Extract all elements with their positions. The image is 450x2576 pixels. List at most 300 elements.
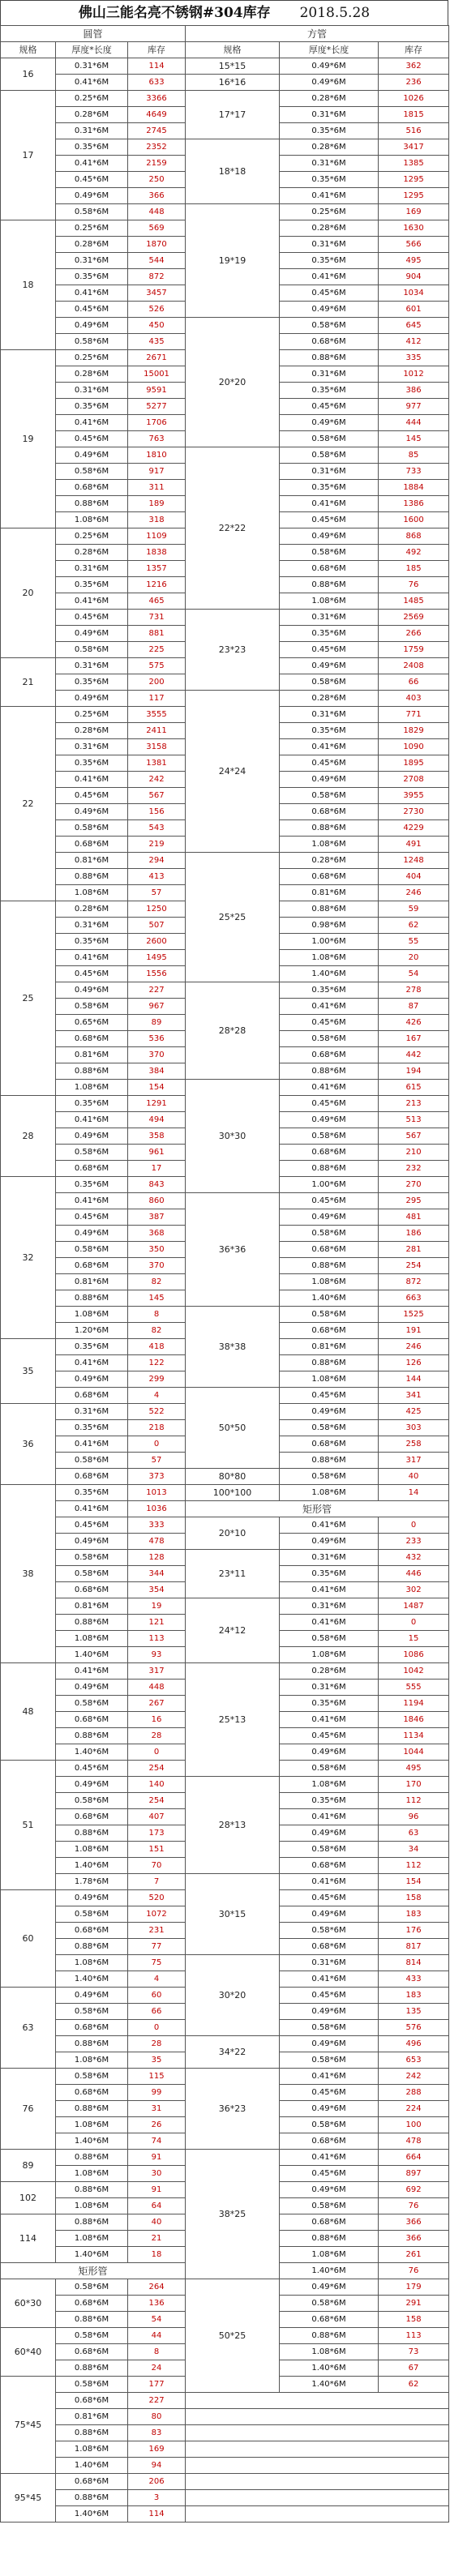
left-stock-cell: 200	[128, 674, 186, 691]
right-stock-cell: 278	[379, 982, 449, 999]
left-thickness-length-cell: 0.58*6M	[56, 1793, 128, 1809]
right-thickness-length-cell: 0.58*6M	[280, 1031, 379, 1047]
right-stock-cell: 158	[379, 1890, 449, 1906]
left-thickness-length-cell: 0.68*6M	[56, 1712, 128, 1728]
right-thickness-length-cell: 0.58*6M	[280, 1128, 379, 1145]
table-row	[1, 2409, 449, 2425]
left-stock-cell: 575	[128, 658, 186, 674]
right-thickness-length-cell: 0.45*6M	[280, 1890, 379, 1906]
left-thickness-length-cell: 0.41*6M	[56, 1663, 128, 1680]
left-stock-cell: 4649	[128, 107, 186, 123]
left-stock-cell: 448	[128, 1680, 186, 1696]
right-stock-cell: 73	[379, 2344, 449, 2360]
right-thickness-length-cell: 0.45*6M	[280, 512, 379, 528]
right-thickness-length-cell: 0.58*6M	[280, 318, 379, 334]
left-thickness-length-cell: 0.88*6M	[56, 2312, 128, 2328]
right-stock-cell: 814	[379, 1955, 449, 1971]
left-thickness-length-cell: 0.25*6M	[56, 91, 128, 107]
left-thickness-length-cell: 0.25*6M	[56, 707, 128, 723]
right-thickness-length-cell: 0.58*6M	[280, 1469, 379, 1485]
left-stock-cell: 267	[128, 1696, 186, 1712]
left-stock-cell: 450	[128, 318, 186, 334]
left-stock-cell: 2159	[128, 156, 186, 172]
left-stock-cell: 169	[128, 2441, 186, 2458]
right-stock-cell: 341	[379, 1388, 449, 1404]
left-stock-cell: 145	[128, 1290, 186, 1307]
right-thickness-length-cell: 1.00*6M	[280, 934, 379, 950]
left-thickness-length-cell: 1.40*6M	[56, 1647, 128, 1663]
right-stock-cell: 1194	[379, 1696, 449, 1712]
left-stock-cell: 227	[128, 2393, 186, 2409]
left-stock-cell: 225	[128, 642, 186, 658]
left-spec-cell: 60*40	[1, 2328, 56, 2377]
right-header-thickness-length: 厚度*长度	[280, 42, 379, 58]
left-thickness-length-cell: 0.25*6M	[56, 350, 128, 366]
left-thickness-length-cell: 0.88*6M	[56, 2182, 128, 2198]
left-thickness-length-cell: 0.88*6M	[56, 869, 128, 885]
right-thickness-length-cell: 0.68*6M	[280, 1242, 379, 1258]
left-thickness-length-cell: 1.40*6M	[56, 2458, 128, 2474]
left-spec-cell: 48	[1, 1663, 56, 1761]
left-thickness-length-cell: 0.58*6M	[56, 1242, 128, 1258]
left-stock-cell: 19	[128, 1598, 186, 1615]
left-thickness-length-cell: 0.49*6M	[56, 982, 128, 999]
right-thickness-length-cell: 0.81*6M	[280, 885, 379, 901]
left-thickness-length-cell: 0.31*6M	[56, 253, 128, 269]
left-thickness-length-cell: 0.45*6M	[56, 1517, 128, 1534]
right-stock-cell: 1086	[379, 1647, 449, 1663]
right-stock-cell: 1487	[379, 1598, 449, 1615]
right-thickness-length-cell: 0.41*6M	[280, 739, 379, 755]
right-thickness-length-cell: 0.45*6M	[280, 399, 379, 415]
right-stock-cell: 1012	[379, 366, 449, 383]
left-stock-cell: 70	[128, 1858, 186, 1874]
right-stock-cell: 771	[379, 707, 449, 723]
left-spec-cell: 25	[1, 901, 56, 1096]
right-spec-cell: 36*23	[186, 2069, 280, 2150]
right-spec-cell: 38*25	[186, 2150, 280, 2279]
left-stock-cell: 1357	[128, 561, 186, 577]
left-stock-cell: 94	[128, 2458, 186, 2474]
left-thickness-length-cell: 0.28*6M	[56, 107, 128, 123]
right-thickness-length-cell: 0.49*6M	[280, 1404, 379, 1420]
left-thickness-length-cell: 0.35*6M	[56, 1177, 128, 1193]
right-stock-cell: 1600	[379, 512, 449, 528]
right-stock-cell: 85	[379, 447, 449, 464]
left-thickness-length-cell: 0.58*6M	[56, 2004, 128, 2020]
right-stock-cell: 55	[379, 934, 449, 950]
left-stock-cell: 57	[128, 1453, 186, 1469]
left-stock-cell: 318	[128, 512, 186, 528]
right-empty-cell	[186, 2490, 449, 2506]
left-stock-cell: 31	[128, 2101, 186, 2117]
right-thickness-length-cell: 0.35*6M	[280, 480, 379, 496]
left-thickness-length-cell: 0.65*6M	[56, 1015, 128, 1031]
right-stock-cell: 254	[379, 1258, 449, 1274]
right-thickness-length-cell: 0.41*6M	[280, 1582, 379, 1598]
left-stock-cell: 3366	[128, 91, 186, 107]
left-thickness-length-cell: 0.41*6M	[56, 772, 128, 788]
right-thickness-length-cell: 0.41*6M	[280, 1874, 379, 1890]
left-stock-cell: 264	[128, 2279, 186, 2296]
left-thickness-length-cell: 0.58*6M	[56, 2328, 128, 2344]
right-thickness-length-cell: 1.08*6M	[280, 1777, 379, 1793]
right-spec-cell: 30*15	[186, 1874, 280, 1955]
left-stock-cell: 354	[128, 1582, 186, 1598]
left-thickness-length-cell: 0.88*6M	[56, 2490, 128, 2506]
left-stock-cell: 3	[128, 2490, 186, 2506]
left-stock-cell: 140	[128, 1777, 186, 1793]
right-stock-cell: 3955	[379, 788, 449, 804]
left-stock-cell: 1013	[128, 1485, 186, 1501]
right-thickness-length-cell: 0.45*6M	[280, 1988, 379, 2004]
right-stock-cell: 491	[379, 837, 449, 853]
left-thickness-length-cell: 0.68*6M	[56, 2474, 128, 2490]
right-spec-cell: 80*80	[186, 1469, 280, 1485]
left-stock-cell: 3158	[128, 739, 186, 755]
inventory-table	[0, 25, 449, 2523]
left-stock-cell: 1381	[128, 755, 186, 772]
right-thickness-length-cell: 0.88*6M	[280, 901, 379, 918]
left-thickness-length-cell: 0.58*6M	[56, 464, 128, 480]
left-stock-cell: 189	[128, 496, 186, 512]
left-stock-cell: 1810	[128, 447, 186, 464]
left-stock-cell: 44	[128, 2328, 186, 2344]
left-stock-cell: 122	[128, 1355, 186, 1371]
right-stock-cell: 185	[379, 561, 449, 577]
left-thickness-length-cell: 0.88*6M	[56, 2150, 128, 2166]
right-thickness-length-cell: 0.68*6M	[280, 804, 379, 820]
right-stock-cell: 566	[379, 237, 449, 253]
right-spec-cell: 38*38	[186, 1307, 280, 1388]
left-thickness-length-cell: 0.88*6M	[56, 1290, 128, 1307]
left-spec-cell: 35	[1, 1339, 56, 1404]
left-thickness-length-cell: 0.58*6M	[56, 642, 128, 658]
right-spec-cell: 23*23	[186, 610, 280, 691]
left-thickness-length-cell: 0.41*6M	[56, 1112, 128, 1128]
right-thickness-length-cell: 0.28*6M	[280, 139, 379, 156]
left-spec-cell: 89	[1, 2150, 56, 2182]
right-stock-cell: 246	[379, 1339, 449, 1355]
left-spec-cell: 16	[1, 58, 56, 91]
right-spec-cell: 25*13	[186, 1663, 280, 1777]
right-stock-cell: 495	[379, 1761, 449, 1777]
left-stock-cell: 75	[128, 1955, 186, 1971]
left-thickness-length-cell: 0.81*6M	[56, 853, 128, 869]
right-thickness-length-cell: 0.49*6M	[280, 772, 379, 788]
right-stock-cell: 516	[379, 123, 449, 139]
right-thickness-length-cell: 0.41*6M	[280, 496, 379, 512]
right-thickness-length-cell: 1.08*6M	[280, 1274, 379, 1290]
right-stock-cell: 1846	[379, 1712, 449, 1728]
right-thickness-length-cell: 0.58*6M	[280, 674, 379, 691]
right-thickness-length-cell: 0.88*6M	[280, 1355, 379, 1371]
left-thickness-length-cell: 0.31*6M	[56, 123, 128, 139]
left-thickness-length-cell: 0.49*6M	[56, 1680, 128, 1696]
right-thickness-length-cell: 0.58*6M	[280, 2296, 379, 2312]
right-stock-cell: 1525	[379, 1307, 449, 1323]
right-stock-cell: 15	[379, 1631, 449, 1647]
left-thickness-length-cell: 0.58*6M	[56, 999, 128, 1015]
right-thickness-length-cell: 1.08*6M	[280, 1485, 379, 1501]
table-row	[1, 139, 449, 156]
left-stock-cell: 520	[128, 1890, 186, 1906]
left-header-thickness-length: 厚度*长度	[56, 42, 128, 58]
right-stock-cell: 169	[379, 204, 449, 220]
left-thickness-length-cell: 1.08*6M	[56, 2198, 128, 2214]
right-thickness-length-cell: 0.35*6M	[280, 172, 379, 188]
right-thickness-length-cell: 0.88*6M	[280, 2328, 379, 2344]
right-thickness-length-cell: 0.68*6M	[280, 869, 379, 885]
left-thickness-length-cell: 0.31*6M	[56, 658, 128, 674]
right-spec-cell: 17*17	[186, 91, 280, 139]
right-stock-cell: 266	[379, 626, 449, 642]
right-stock-cell: 492	[379, 545, 449, 561]
left-stock-cell: 21	[128, 2231, 186, 2247]
table-row	[1, 2425, 449, 2441]
left-thickness-length-cell: 0.68*6M	[56, 1809, 128, 1825]
left-thickness-length-cell: 0.31*6M	[56, 383, 128, 399]
left-thickness-length-cell: 0.41*6M	[56, 1193, 128, 1209]
right-thickness-length-cell: 0.31*6M	[280, 707, 379, 723]
right-thickness-length-cell: 0.35*6M	[280, 1793, 379, 1809]
table-row	[1, 2150, 449, 2166]
right-spec-cell: 28*13	[186, 1777, 280, 1874]
right-stock-cell: 555	[379, 1680, 449, 1696]
right-thickness-length-cell: 0.41*6M	[280, 999, 379, 1015]
right-spec-cell: 18*18	[186, 139, 280, 204]
right-section-label: 方管	[186, 26, 449, 42]
right-stock-cell: 113	[379, 2328, 449, 2344]
right-empty-cell	[186, 2425, 449, 2441]
left-stock-cell: 91	[128, 2182, 186, 2198]
right-thickness-length-cell: 0.41*6M	[280, 2150, 379, 2166]
right-stock-cell: 63	[379, 1825, 449, 1842]
table-row	[1, 26, 449, 42]
right-stock-cell: 3417	[379, 139, 449, 156]
left-stock-cell: 82	[128, 1323, 186, 1339]
right-stock-cell: 432	[379, 1550, 449, 1566]
right-stock-cell: 1090	[379, 739, 449, 755]
left-thickness-length-cell: 0.68*6M	[56, 1582, 128, 1598]
right-stock-cell: 87	[379, 999, 449, 1015]
right-stock-cell: 601	[379, 302, 449, 318]
right-thickness-length-cell: 0.68*6M	[280, 2133, 379, 2150]
right-stock-cell: 442	[379, 1047, 449, 1063]
table-row	[1, 2441, 449, 2458]
left-stock-cell: 8	[128, 1307, 186, 1323]
left-thickness-length-cell: 0.35*6M	[56, 934, 128, 950]
left-thickness-length-cell: 0.45*6M	[56, 431, 128, 447]
right-thickness-length-cell: 0.41*6M	[280, 1080, 379, 1096]
right-stock-cell: 1895	[379, 755, 449, 772]
left-thickness-length-cell: 1.08*6M	[56, 2441, 128, 2458]
right-thickness-length-cell: 0.31*6M	[280, 610, 379, 626]
left-thickness-length-cell: 1.40*6M	[56, 2247, 128, 2263]
right-stock-cell: 236	[379, 75, 449, 91]
right-spec-cell: 50*50	[186, 1388, 280, 1469]
left-stock-cell: 254	[128, 1793, 186, 1809]
right-stock-cell: 425	[379, 1404, 449, 1420]
left-thickness-length-cell: 1.20*6M	[56, 1323, 128, 1339]
left-thickness-length-cell: 0.35*6M	[56, 269, 128, 285]
left-stock-cell: 418	[128, 1339, 186, 1355]
table-row	[1, 2069, 449, 2085]
right-spec-cell: 34*22	[186, 2036, 280, 2069]
left-stock-cell: 526	[128, 302, 186, 318]
right-thickness-length-cell: 0.68*6M	[280, 1939, 379, 1955]
left-stock-cell: 16	[128, 1712, 186, 1728]
left-thickness-length-cell: 0.25*6M	[56, 220, 128, 237]
left-thickness-length-cell: 0.45*6M	[56, 1209, 128, 1226]
right-thickness-length-cell: 1.00*6M	[280, 1177, 379, 1193]
left-stock-cell: 82	[128, 1274, 186, 1290]
right-stock-cell: 232	[379, 1161, 449, 1177]
right-thickness-length-cell: 0.31*6M	[280, 107, 379, 123]
left-spec-cell: 18	[1, 220, 56, 350]
right-empty-cell	[186, 2506, 449, 2523]
left-stock-cell: 0	[128, 1744, 186, 1761]
left-thickness-length-cell: 0.28*6M	[56, 545, 128, 561]
left-thickness-length-cell: 0.49*6M	[56, 1988, 128, 2004]
right-thickness-length-cell: 0.31*6M	[280, 464, 379, 480]
right-stock-cell: 0	[379, 1517, 449, 1534]
left-stock-cell: 543	[128, 820, 186, 837]
left-stock-cell: 633	[128, 75, 186, 91]
left-thickness-length-cell: 0.88*6M	[56, 1063, 128, 1080]
right-thickness-length-cell: 0.31*6M	[280, 1598, 379, 1615]
left-thickness-length-cell: 0.49*6M	[56, 1371, 128, 1388]
table-row	[1, 1517, 449, 1534]
right-thickness-length-cell: 0.58*6M	[280, 1631, 379, 1647]
left-stock-cell: 2745	[128, 123, 186, 139]
left-thickness-length-cell: 0.31*6M	[56, 918, 128, 934]
left-thickness-length-cell: 0.49*6M	[56, 1890, 128, 1906]
left-thickness-length-cell: 0.41*6M	[56, 950, 128, 966]
right-spec-cell: 22*22	[186, 447, 280, 610]
right-stock-cell: 176	[379, 1923, 449, 1939]
right-thickness-length-cell: 0.41*6M	[280, 1809, 379, 1825]
left-thickness-length-cell: 0.68*6M	[56, 1258, 128, 1274]
right-stock-cell: 567	[379, 1128, 449, 1145]
right-stock-cell: 317	[379, 1453, 449, 1469]
table-row	[1, 1777, 449, 1793]
left-stock-cell: 173	[128, 1825, 186, 1842]
left-stock-cell: 843	[128, 1177, 186, 1193]
right-stock-cell: 513	[379, 1112, 449, 1128]
right-stock-cell: 76	[379, 2263, 449, 2279]
left-spec-cell: 63	[1, 1988, 56, 2069]
left-thickness-length-cell: 0.31*6M	[56, 739, 128, 755]
right-thickness-length-cell: 0.98*6M	[280, 918, 379, 934]
left-thickness-length-cell: 1.08*6M	[56, 1631, 128, 1647]
right-stock-cell: 977	[379, 399, 449, 415]
table-row	[1, 1550, 449, 1566]
right-thickness-length-cell: 0.41*6M	[280, 269, 379, 285]
left-thickness-length-cell: 0.88*6M	[56, 2214, 128, 2231]
right-thickness-length-cell: 0.35*6M	[280, 383, 379, 399]
left-stock-cell: 114	[128, 58, 186, 75]
left-thickness-length-cell: 0.88*6M	[56, 2101, 128, 2117]
right-stock-cell: 67	[379, 2360, 449, 2377]
right-empty-cell	[186, 2458, 449, 2474]
left-thickness-length-cell: 0.58*6M	[56, 204, 128, 220]
left-stock-cell: 350	[128, 1242, 186, 1258]
sheet-title	[0, 0, 448, 25]
left-thickness-length-cell: 0.35*6M	[56, 1339, 128, 1355]
right-thickness-length-cell: 0.31*6M	[280, 1955, 379, 1971]
right-thickness-length-cell: 0.45*6M	[280, 1193, 379, 1209]
right-stock-cell: 126	[379, 1355, 449, 1371]
right-stock-cell: 1134	[379, 1728, 449, 1744]
left-stock-cell: 231	[128, 1923, 186, 1939]
left-stock-cell: 387	[128, 1209, 186, 1226]
right-stock-cell: 76	[379, 577, 449, 593]
right-stock-cell: 112	[379, 1858, 449, 1874]
right-thickness-length-cell: 0.45*6M	[280, 1388, 379, 1404]
left-thickness-length-cell: 0.41*6M	[56, 156, 128, 172]
left-thickness-length-cell: 0.49*6M	[56, 1777, 128, 1793]
right-thickness-length-cell: 0.49*6M	[280, 2182, 379, 2198]
left-thickness-length-cell: 0.58*6M	[56, 1550, 128, 1566]
table-row	[1, 982, 449, 999]
right-thickness-length-cell: 0.81*6M	[280, 1339, 379, 1355]
left-thickness-length-cell: 0.58*6M	[56, 2377, 128, 2393]
left-thickness-length-cell: 0.35*6M	[56, 399, 128, 415]
left-stock-cell: 74	[128, 2133, 186, 2150]
left-thickness-length-cell: 0.45*6M	[56, 172, 128, 188]
right-header-spec: 规格	[186, 42, 280, 58]
left-stock-cell: 370	[128, 1047, 186, 1063]
left-thickness-length-cell: 0.68*6M	[56, 1031, 128, 1047]
right-stock-cell: 76	[379, 2198, 449, 2214]
left-thickness-length-cell: 0.35*6M	[56, 1420, 128, 1436]
left-stock-cell: 77	[128, 1939, 186, 1955]
left-header-stock: 库存	[128, 42, 186, 58]
right-stock-cell: 14	[379, 1485, 449, 1501]
table-row	[1, 1501, 449, 1517]
right-spec-cell: 30*20	[186, 1955, 280, 2036]
right-spec-cell: 23*11	[186, 1550, 280, 1598]
left-spec-cell: 51	[1, 1761, 56, 1890]
right-thickness-length-cell: 0.88*6M	[280, 820, 379, 837]
left-stock-cell: 413	[128, 869, 186, 885]
right-thickness-length-cell: 0.68*6M	[280, 2214, 379, 2231]
right-spec-cell: 24*12	[186, 1598, 280, 1663]
left-thickness-length-cell: 0.35*6M	[56, 1485, 128, 1501]
left-spec-cell: 19	[1, 350, 56, 528]
left-stock-cell: 242	[128, 772, 186, 788]
right-stock-cell: 817	[379, 1939, 449, 1955]
right-thickness-length-cell: 0.49*6M	[280, 1534, 379, 1550]
left-thickness-length-cell: 0.45*6M	[56, 966, 128, 982]
right-stock-cell: 664	[379, 2150, 449, 2166]
left-stock-cell: 344	[128, 1566, 186, 1582]
left-stock-cell: 299	[128, 1371, 186, 1388]
right-thickness-length-cell: 0.41*6M	[280, 2069, 379, 2085]
left-stock-cell: 80	[128, 2409, 186, 2425]
right-stock-cell: 246	[379, 885, 449, 901]
left-spec-cell: 75*45	[1, 2377, 56, 2474]
right-stock-cell: 1295	[379, 172, 449, 188]
right-thickness-length-cell: 0.49*6M	[280, 75, 379, 91]
right-thickness-length-cell: 0.35*6M	[280, 253, 379, 269]
right-thickness-length-cell: 0.49*6M	[280, 2101, 379, 2117]
table-row	[1, 1598, 449, 1615]
left-thickness-length-cell: 0.81*6M	[56, 2409, 128, 2425]
right-stock-cell: 145	[379, 431, 449, 447]
left-thickness-length-cell: 0.35*6M	[56, 674, 128, 691]
